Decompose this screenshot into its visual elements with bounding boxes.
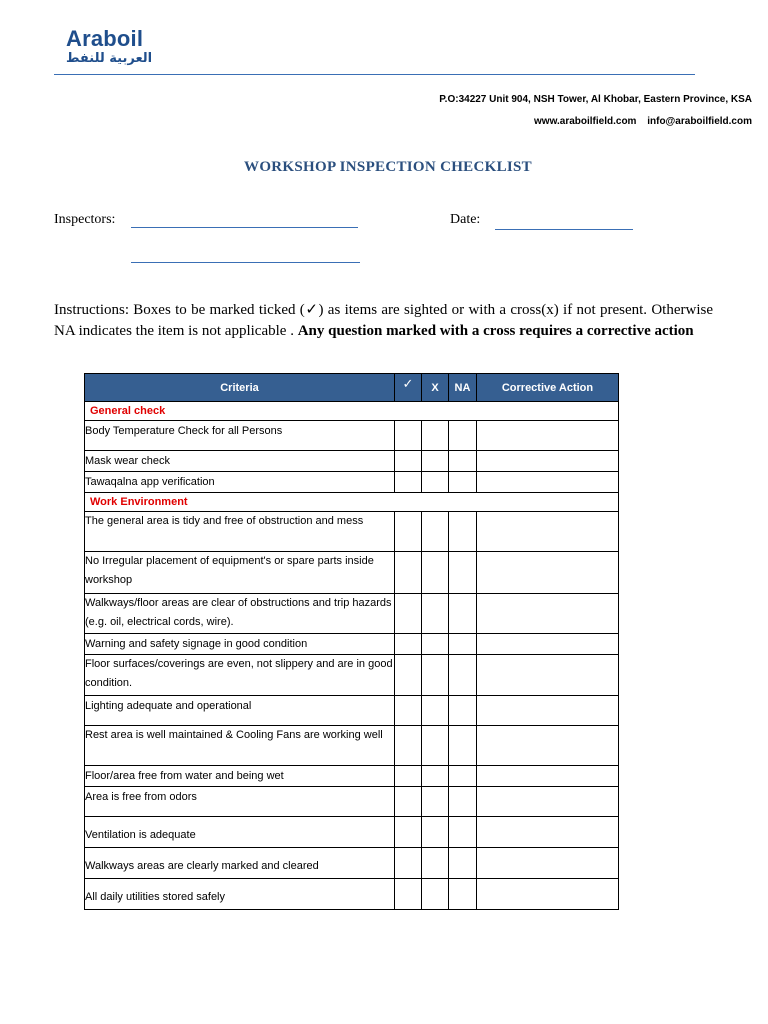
cross-box[interactable] xyxy=(422,451,449,472)
na-box[interactable] xyxy=(449,817,477,848)
corrective-action-cell[interactable] xyxy=(477,451,619,472)
na-box[interactable] xyxy=(449,848,477,879)
inspectors-label: Inspectors: xyxy=(54,212,116,227)
table-row xyxy=(85,726,619,766)
tick-box[interactable] xyxy=(395,634,422,655)
inspection-table xyxy=(84,373,619,910)
table-row xyxy=(85,552,619,594)
corrective-action-header: Corrective Action xyxy=(477,374,619,402)
table-row xyxy=(85,848,619,879)
corrective-action-cell[interactable] xyxy=(477,594,619,634)
cross-box[interactable] xyxy=(422,848,449,879)
table-row xyxy=(85,512,619,552)
tick-box[interactable] xyxy=(395,848,422,879)
inspectors-line-2[interactable] xyxy=(131,262,360,263)
na-box[interactable] xyxy=(449,879,477,910)
cross-box[interactable] xyxy=(422,726,449,766)
table-row xyxy=(85,634,619,655)
instructions-bold: Any question marked with a cross requires a corrective action xyxy=(297,323,694,339)
na-box[interactable] xyxy=(449,787,477,817)
tick-box[interactable] xyxy=(395,696,422,726)
criteria-cell: Body Temperature Check for all Persons xyxy=(85,421,395,451)
date-line[interactable] xyxy=(495,229,633,230)
criteria-cell: Lighting adequate and operational xyxy=(85,696,395,726)
logo-text-ar: العربية للنفط xyxy=(66,51,153,66)
criteria-cell: Walkways/floor areas are clear of obstructions and trip hazards (e.g. oil, electrical cords, wire). xyxy=(85,594,395,634)
cross-box[interactable] xyxy=(422,787,449,817)
corrective-action-cell[interactable] xyxy=(477,512,619,552)
na-box[interactable] xyxy=(449,696,477,726)
date-label: Date: xyxy=(450,212,481,227)
table-row xyxy=(85,472,619,493)
corrective-action-cell[interactable] xyxy=(477,787,619,817)
tick-box[interactable] xyxy=(395,655,422,696)
cross-header: X xyxy=(422,374,449,402)
criteria-cell: Area is free from odors xyxy=(85,787,395,817)
corrective-action-cell[interactable] xyxy=(477,817,619,848)
na-box[interactable] xyxy=(449,766,477,787)
logo-text-en: Araboil xyxy=(66,26,144,51)
table-row xyxy=(85,879,619,910)
company-contact xyxy=(534,116,752,127)
tick-box[interactable] xyxy=(395,472,422,493)
na-box[interactable] xyxy=(449,451,477,472)
cross-box[interactable] xyxy=(422,766,449,787)
tick-box[interactable] xyxy=(395,451,422,472)
header-divider xyxy=(54,74,695,75)
corrective-action-cell[interactable] xyxy=(477,696,619,726)
tick-box[interactable] xyxy=(395,594,422,634)
cross-box[interactable] xyxy=(422,817,449,848)
website-link[interactable]: www.araboilfield.com xyxy=(534,116,637,127)
criteria-cell: Tawaqalna app verification xyxy=(85,472,395,493)
table-row xyxy=(85,451,619,472)
cross-box[interactable] xyxy=(422,552,449,594)
criteria-header: Criteria xyxy=(85,374,395,402)
criteria-cell: Mask wear check xyxy=(85,451,395,472)
na-box[interactable] xyxy=(449,472,477,493)
table-row xyxy=(85,421,619,451)
section-title-general: General check xyxy=(85,402,619,421)
table-row xyxy=(85,594,619,634)
na-box[interactable] xyxy=(449,552,477,594)
cross-box[interactable] xyxy=(422,879,449,910)
document-title: WORKSHOP INSPECTION CHECKLIST xyxy=(244,159,532,175)
corrective-action-cell[interactable] xyxy=(477,879,619,910)
corrective-action-cell[interactable] xyxy=(477,472,619,493)
section-row-general xyxy=(85,402,619,421)
na-box[interactable] xyxy=(449,512,477,552)
criteria-cell: Floor/area free from water and being wet xyxy=(85,766,395,787)
criteria-cell: All daily utilities stored safely xyxy=(85,879,395,910)
criteria-cell: No Irregular placement of equipment's or spare parts inside workshop xyxy=(85,552,395,594)
criteria-cell: Warning and safety signage in good condition xyxy=(85,634,395,655)
tick-box[interactable] xyxy=(395,766,422,787)
na-box[interactable] xyxy=(449,655,477,696)
section-title-work-environment: Work Environment xyxy=(85,493,619,512)
cross-box[interactable] xyxy=(422,634,449,655)
criteria-cell: Floor surfaces/coverings are even, not slippery and are in good condition. xyxy=(85,655,395,696)
tick-box[interactable] xyxy=(395,817,422,848)
table-row xyxy=(85,817,619,848)
table-row xyxy=(85,787,619,817)
table-row xyxy=(85,696,619,726)
email-link[interactable]: info@araboilfield.com xyxy=(647,116,752,127)
cross-box[interactable] xyxy=(422,655,449,696)
criteria-cell: Rest area is well maintained & Cooling Fans are working well xyxy=(85,726,395,766)
na-box[interactable] xyxy=(449,421,477,451)
corrective-action-cell[interactable] xyxy=(477,421,619,451)
corrective-action-cell[interactable] xyxy=(477,655,619,696)
tick-box[interactable] xyxy=(395,552,422,594)
criteria-cell: The general area is tidy and free of obstruction and mess xyxy=(85,512,395,552)
na-box[interactable] xyxy=(449,726,477,766)
cross-box[interactable] xyxy=(422,696,449,726)
na-box[interactable] xyxy=(449,594,477,634)
tick-box[interactable] xyxy=(395,512,422,552)
corrective-action-cell[interactable] xyxy=(477,552,619,594)
corrective-action-cell[interactable] xyxy=(477,634,619,655)
instructions-text: Instructions: Boxes to be marked ticked (✓) as items are sighted or with a cross(x) if not present. Otherwise NA indicates the item is not applicable . xyxy=(54,302,713,339)
criteria-cell: Ventilation is adequate xyxy=(85,817,395,848)
table-row xyxy=(85,655,619,696)
cross-box[interactable] xyxy=(422,472,449,493)
cross-box[interactable] xyxy=(422,512,449,552)
na-box[interactable] xyxy=(449,634,477,655)
section-row-work-environment xyxy=(85,493,619,512)
tick-box[interactable] xyxy=(395,421,422,451)
corrective-action-cell[interactable] xyxy=(477,726,619,766)
company-logo xyxy=(66,28,152,67)
tick-box[interactable] xyxy=(395,787,422,817)
corrective-action-cell[interactable] xyxy=(477,766,619,787)
cross-box[interactable] xyxy=(422,421,449,451)
tick-box[interactable] xyxy=(395,726,422,766)
table-header-row xyxy=(85,374,619,402)
corrective-action-cell[interactable] xyxy=(477,848,619,879)
instructions xyxy=(54,300,713,342)
tick-box[interactable] xyxy=(395,879,422,910)
table-row xyxy=(85,766,619,787)
company-address: P.O:34227 Unit 904, NSH Tower, Al Khobar, Eastern Province, KSA xyxy=(439,94,752,105)
tick-header: ✓ xyxy=(395,374,422,402)
cross-box[interactable] xyxy=(422,594,449,634)
na-header: NA xyxy=(449,374,477,402)
inspectors-line-1[interactable] xyxy=(131,227,358,228)
criteria-cell: Walkways areas are clearly marked and cleared xyxy=(85,848,395,879)
